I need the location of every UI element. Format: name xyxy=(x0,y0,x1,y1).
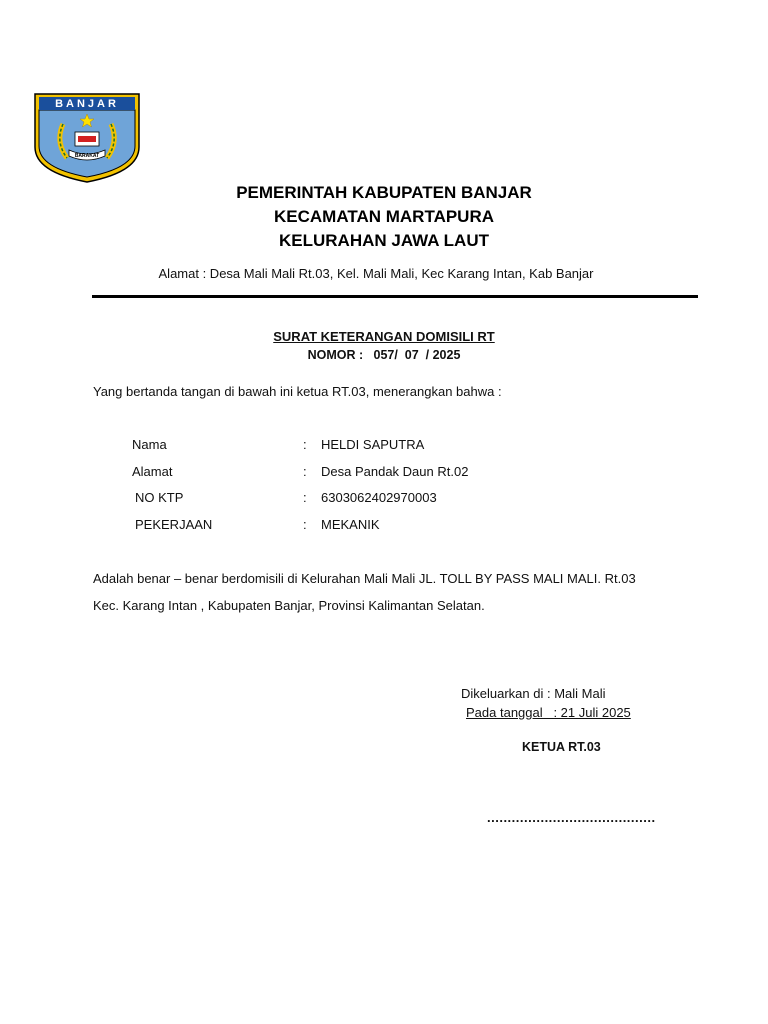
issued-place: Dikeluarkan di : Mali Mali xyxy=(461,686,606,701)
letter-intro: Yang bertanda tangan di bawah ini ketua RT.03, menerangkan bahwa : xyxy=(93,384,502,399)
letterhead-village: KELURAHAN JAWA LAUT xyxy=(279,231,489,250)
statement-line-1: Adalah benar – benar berdomisili di Kelurahan Mali Mali JL. TOLL BY PASS MALI MALI. Rt.03 xyxy=(93,571,636,586)
field-separator: : xyxy=(303,517,307,532)
field-label-address: Alamat xyxy=(132,464,173,479)
signatory-position: KETUA RT.03 xyxy=(522,740,601,754)
logo-text: BANJAR xyxy=(55,98,119,110)
issued-date: Pada tanggal : 21 Juli 2025 xyxy=(466,705,631,720)
letter-title: SURAT KETERANGAN DOMISILI RT xyxy=(273,329,495,344)
field-value-occupation: MEKANIK xyxy=(321,517,380,532)
field-value-address: Desa Pandak Daun Rt.02 xyxy=(321,464,469,479)
field-value-name: HELDI SAPUTRA xyxy=(321,437,425,452)
field-label-occupation: PEKERJAAN xyxy=(135,517,213,532)
letter-number: NOMOR : 057/ 07 / 2025 xyxy=(307,348,461,362)
letterhead-government: PEMERINTAH KABUPATEN BANJAR xyxy=(236,183,532,202)
letterhead-district: KECAMATAN MARTAPURA xyxy=(273,207,495,226)
signature-name-placeholder: ......................................... xyxy=(487,810,656,825)
field-separator: : xyxy=(303,437,307,452)
logo-motto: BARAKAT xyxy=(74,153,100,159)
field-label-ktp: NO KTP xyxy=(135,490,184,505)
field-value-ktp: 6303062402970003 xyxy=(321,490,437,505)
field-separator: : xyxy=(303,464,307,479)
letterhead-address: Alamat : Desa Mali Mali Rt.03, Kel. Mali Mali, Kec Karang Intan, Kab Banjar xyxy=(158,266,594,281)
banjar-crest-logo xyxy=(33,92,141,184)
field-separator: : xyxy=(303,490,307,505)
letterhead-divider xyxy=(92,295,698,298)
field-label-name: Nama xyxy=(132,437,167,452)
statement-line-2: Kec. Karang Intan , Kabupaten Banjar, Provinsi Kalimantan Selatan. xyxy=(93,598,485,613)
